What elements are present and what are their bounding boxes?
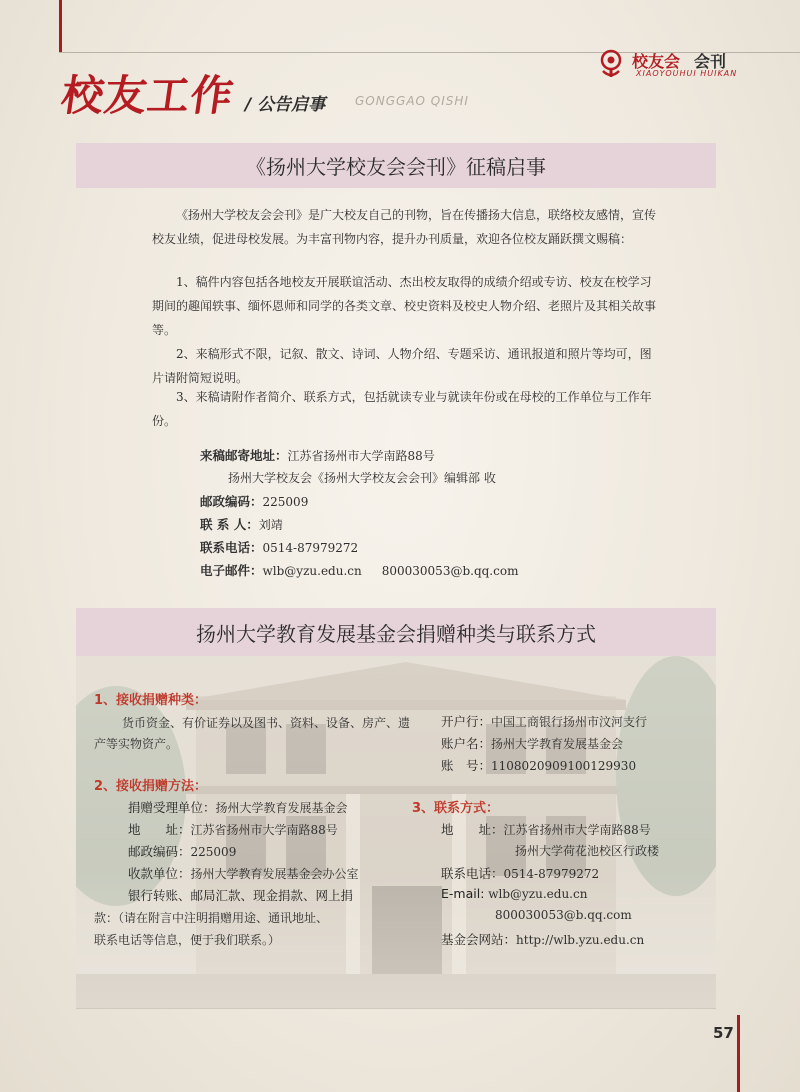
contact-website-label: 基金会网站：: [441, 932, 517, 947]
unit-row: [128, 798, 348, 816]
donation-types-text: 货币资金、有价证券以及图书、资料、设备、房产、遗产等实物资产。: [94, 716, 411, 751]
method-address-label: 地 址：: [128, 822, 191, 837]
account-number-row: [441, 756, 636, 774]
notice-title-banner: [76, 143, 716, 188]
email-value-1: wlb@yzu.edu.cn: [262, 564, 362, 578]
address-line-2: 扬州大学校友会《扬州大学校友会会刊》编辑部 收: [228, 471, 496, 485]
methods-line-2: 款：（请在附言中注明捐赠用途、通讯地址、: [94, 911, 329, 925]
contact-email-row: [441, 886, 587, 901]
methods-line-1: 银行转账、邮局汇款、现金捐款、网上捐: [128, 888, 354, 903]
contact-phone-label: 联系电话：: [441, 866, 504, 881]
section-title: 校友工作: [58, 71, 238, 120]
recipient-row: [128, 864, 359, 882]
logo-pinyin: XIAOYOUHUI HUIKAN: [636, 69, 738, 78]
bank-value: 中国工商银行扬州市汶河支行: [491, 715, 648, 729]
method-address-value: 江苏省扬州市大学南路88号: [190, 823, 338, 837]
email-label: 电子邮件：: [200, 563, 263, 578]
bank-label: 开户行：: [441, 714, 492, 729]
contact-address-label: 地 址：: [441, 822, 504, 837]
notice-item-3: 3、来稿请附作者简介、联系方式，包括就读专业与就读年份或在母校的工作单位与工作年份。: [152, 390, 652, 428]
address-label: 来稿邮寄地址：: [200, 448, 288, 463]
donation-title: 扬州大学教育发展基金会捐赠种类与联系方式: [196, 621, 596, 646]
recipient-value: 扬州大学教育发展基金会办公室: [190, 867, 359, 881]
contact-address-row: [441, 820, 651, 838]
logo-text-dark: 会刊: [694, 52, 727, 71]
section-subtitle-pinyin: GONGGAO QISHI: [355, 94, 469, 108]
notice-intro: 《扬州大学校友会会刊》是广大校友自己的刊物，旨在传播扬大信息，联络校友感情，宣传校友业绩，促进母校发展。为丰富刊物内容，提升办刊质量，欢迎各位校友踊跃撰文赐稿：: [152, 208, 657, 246]
contact-website-value: http://wlb.yzu.edu.cn: [516, 933, 645, 947]
phone-row: [200, 538, 358, 556]
donation-section-2-heading: 2、接收捐赠方法：: [94, 779, 208, 794]
contact-label: 联 系 人：: [200, 517, 259, 532]
account-number-value: 1108020909100129930: [491, 759, 637, 773]
account-name-label: 账户名：: [441, 736, 492, 751]
donation-section-3-heading: 3、联系方式：: [412, 801, 500, 816]
contact-email-label: E-mail:: [441, 886, 485, 901]
alumni-logo-icon: [597, 49, 625, 79]
email-value-2: 800030053@b.qq.com: [381, 564, 519, 578]
page-number: 57: [713, 1024, 734, 1042]
notice-item-2: 2、来稿形式不限，记叙、散文、诗词、人物介绍、专题采访、通讯报道和照片等均可，图片请附简短说明。: [152, 347, 652, 385]
account-name-row: [441, 734, 623, 752]
section-subtitle: / 公告启事: [245, 95, 326, 115]
method-postcode-value: 225009: [190, 845, 237, 859]
phone-value: 0514-87979272: [262, 541, 359, 555]
postcode-value: 225009: [262, 495, 309, 509]
notice-title: 《扬州大学校友会会刊》征稿启事: [246, 155, 546, 179]
method-postcode-label: 邮政编码：: [128, 844, 191, 859]
header-accent-line: [59, 0, 62, 52]
footer-accent-line: [737, 1015, 740, 1092]
method-address-row: [128, 820, 338, 838]
unit-label: 捐赠受理单位：: [128, 800, 216, 815]
contact-email-value-2: 800030053@b.qq.com: [495, 908, 632, 922]
donation-title-banner: [76, 608, 716, 656]
notice-item-1: 1、稿件内容包括各地校友开展联谊活动、杰出校友取得的成绩介绍或专访、校友在校学习期间的趣闻轶事、缅怀恩师和同学的各类文章、校史资料及校史人物介绍、老照片及其相关故事等。: [152, 275, 657, 337]
account-name-value: 扬州大学教育发展基金会: [491, 737, 624, 751]
method-postcode-row: [128, 842, 236, 860]
donation-section-1-heading: 1、接收捐赠种类：: [94, 693, 208, 708]
postcode-label: 邮政编码：: [200, 494, 263, 509]
contact-website-row: [441, 930, 644, 948]
contact-address-value-2: 扬州大学荷花池校区行政楼: [515, 844, 660, 858]
phone-label: 联系电话：: [200, 540, 263, 555]
logo-text-red: 校友会: [632, 52, 681, 71]
address-row: [200, 446, 435, 464]
postcode-row: [200, 492, 308, 510]
methods-line-3: 联系电话等信息，便于我们联系。）: [94, 933, 281, 947]
contact-address-value-1: 江苏省扬州市大学南路88号: [503, 823, 651, 837]
footer-rule: [76, 1008, 716, 1009]
contact-row: [200, 515, 283, 533]
account-number-label: 账 号：: [441, 758, 492, 773]
contact-value: 刘靖: [258, 518, 283, 532]
bank-row: [441, 712, 647, 730]
contact-phone-value: 0514-87979272: [503, 867, 600, 881]
recipient-label: 收款单位：: [128, 866, 191, 881]
contact-email-value-1: wlb@yzu.edu.cn: [488, 887, 588, 901]
contact-phone-row: [441, 864, 599, 882]
unit-value: 扬州大学教育发展基金会: [215, 801, 348, 815]
header-rule: [59, 52, 800, 53]
email-row: [200, 561, 518, 579]
address-line-1: 江苏省扬州市大学南路88号: [287, 449, 435, 463]
